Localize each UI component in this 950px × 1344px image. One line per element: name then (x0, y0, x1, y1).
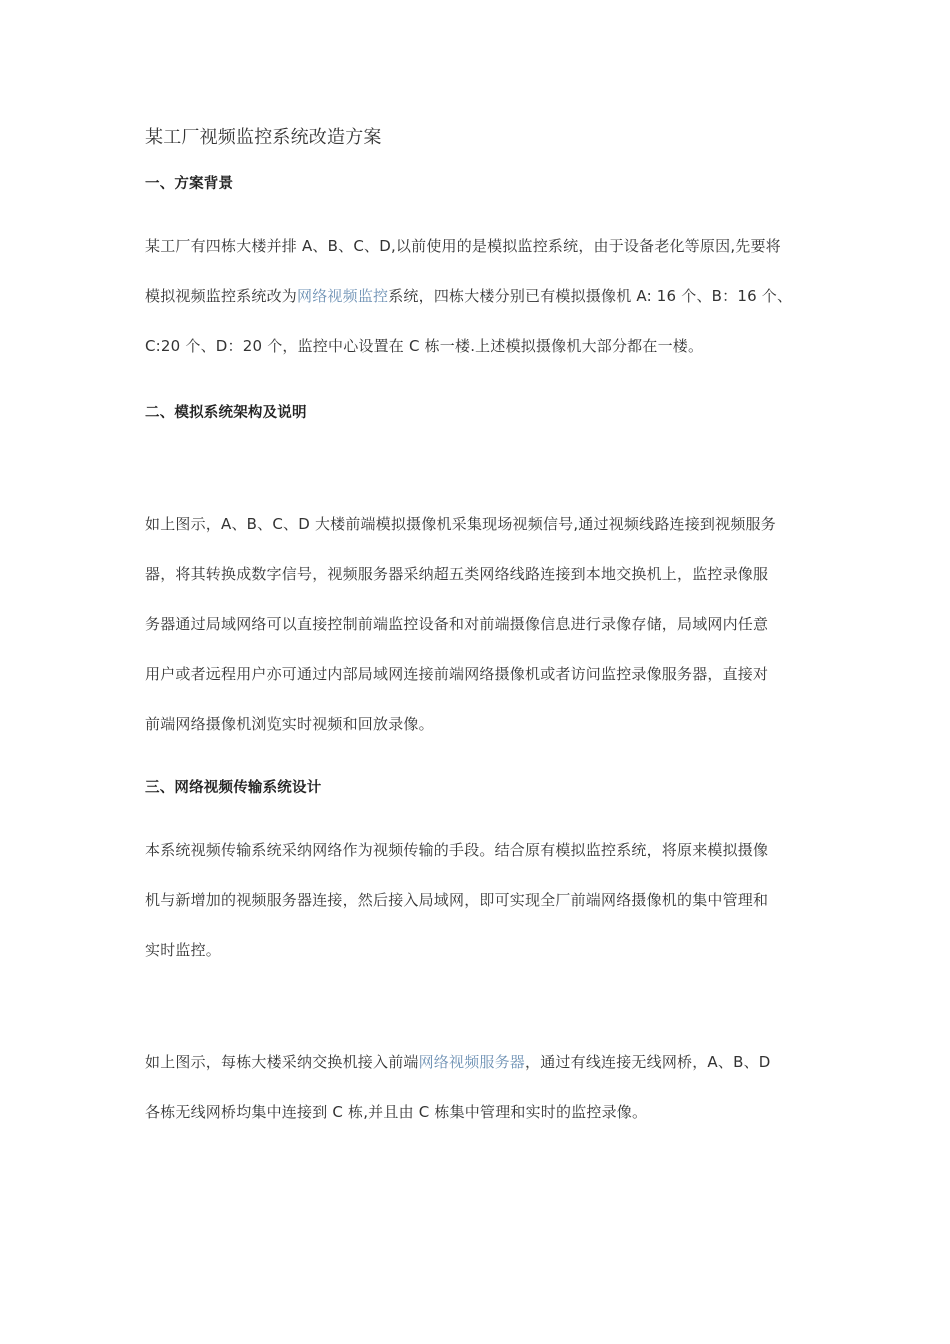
document-title: 某工厂视频监控系统改造方案 (145, 127, 382, 148)
network-video-server-link[interactable]: 网络视频服务器 (418, 1053, 526, 1071)
text-span: 系统，四栋大楼分别已有模拟摄像机 A: 16 个、B：16 个、 (388, 287, 793, 305)
paragraph-line: 器，将其转换成数字信号，视频服务器采纳超五类网络线路连接到本地交换机上，监控录像服 (145, 565, 769, 583)
paragraph-line: 机与新增加的视频服务器连接，然后接入局域网，即可实现全厂前端网络摄像机的集中管理和 (145, 891, 769, 909)
text-span: 如上图示，每栋大楼采纳交换机接入前端 (145, 1053, 419, 1071)
paragraph-line: 如上图示，A、B、C、D 大楼前端模拟摄像机采集现场视频信号,通过视频线路连接到视频服务 (145, 515, 776, 533)
paragraph-line (145, 286, 792, 306)
paragraph-line: C:20 个、D：20 个，监控中心设置在 C 栋一楼.上述模拟摄像机大部分都在一楼。 (145, 337, 704, 355)
section-heading-analog-architecture: 二、模拟系统架构及说明 (145, 405, 307, 421)
text-span: ，通过有线连接无线网桥，A、B、D (525, 1053, 771, 1071)
section-heading-network-transmission: 三、网络视频传输系统设计 (145, 780, 322, 796)
paragraph-line: 务器通过局域网络可以直接控制前端监控设备和对前端摄像信息进行录像存储，局域网内任意 (145, 615, 769, 633)
paragraph-line: 各栋无线网桥均集中连接到 C 栋,并且由 C 栋集中管理和实时的监控录像。 (145, 1103, 648, 1121)
paragraph-line: 某工厂有四栋大楼并排 A、B、C、D,以前使用的是模拟监控系统，由于设备老化等原因,先要将 (145, 237, 781, 255)
paragraph-line: 本系统视频传输系统采纳网络作为视频传输的手段。结合原有模拟监控系统，将原来模拟摄像 (145, 841, 769, 859)
paragraph-line: 前端网络摄像机浏览实时视频和回放录像。 (145, 715, 434, 733)
paragraph-line: 用户或者远程用户亦可通过内部局域网连接前端网络摄像机或者访问监控录像服务器，直接对 (145, 665, 769, 683)
text-span: 模拟视频监控系统改为 (145, 287, 298, 305)
paragraph-line: 实时监控。 (145, 941, 222, 959)
network-video-surveillance-link[interactable]: 网络视频监控 (297, 287, 389, 305)
section-heading-background: 一、方案背景 (145, 176, 234, 192)
paragraph-line (145, 1052, 771, 1072)
